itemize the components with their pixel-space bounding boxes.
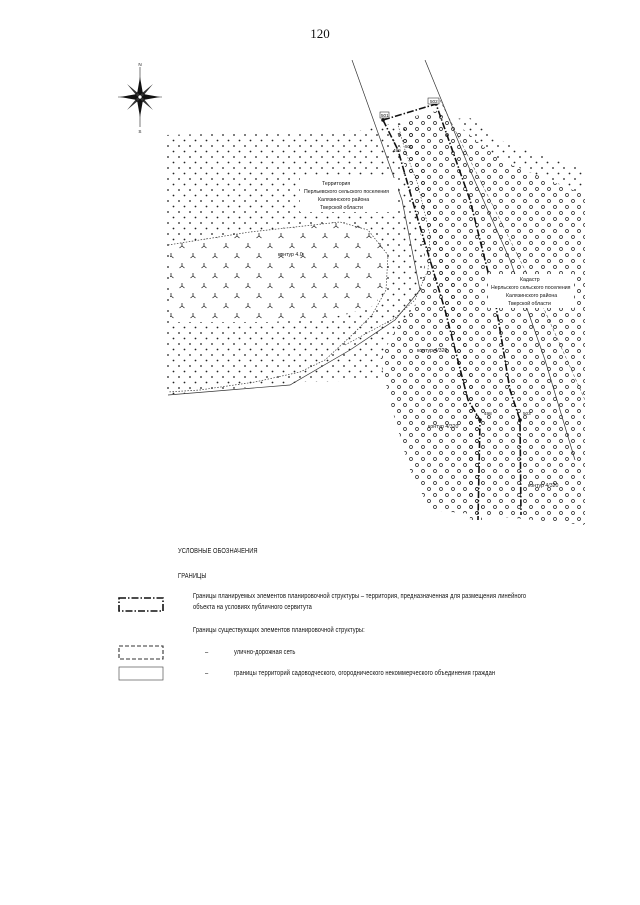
contour-label-4: контур 4/320 <box>528 483 559 489</box>
legend-item2: улично-дорожная сеть <box>234 649 296 656</box>
compass-rose-icon <box>118 62 162 134</box>
svg-text:Калязинского района: Калязинского района <box>318 197 370 203</box>
legend-existing-heading: Границы существующих элементов планировочной структуры: <box>193 627 365 634</box>
compass-south-label: S <box>138 129 142 134</box>
svg-text:Кадастр: Кадастр <box>520 277 540 283</box>
svg-text:Территория: Территория <box>322 181 351 187</box>
point-499: 499 <box>393 148 401 153</box>
road-network-symbol <box>118 645 164 661</box>
legend-section: ГРАНИЦЫ <box>178 573 207 580</box>
page-number: 120 <box>310 26 330 41</box>
svg-text:Тверской области: Тверской области <box>320 205 363 211</box>
garden-boundary-symbol <box>118 666 164 682</box>
point-503: 503 <box>523 411 531 416</box>
legend-item1-line1: Границы планируемых элементов планировочной структуры – территория, предназначенная для размещения линейного <box>193 593 527 600</box>
svg-text:Тверской области: Тверской области <box>508 301 551 307</box>
contour-label-2: контур 4/320 <box>417 348 448 354</box>
legend-dash-2: – <box>205 670 209 677</box>
point-502: 502 <box>430 99 438 104</box>
territory-label-left <box>300 178 398 212</box>
legend-item1-line2: объекта на условиях публичного сервитута <box>193 604 312 611</box>
legend-dash-1: – <box>205 649 209 656</box>
compass-north-label: N <box>138 62 142 67</box>
contour-label-3: контур 4/320 <box>428 424 459 430</box>
contour-label-1: контур 4.0 <box>278 252 303 258</box>
svg-text:Перльевского сельского поселен: Перльевского сельского поселения <box>304 189 389 195</box>
legend-title: УСЛОВНЫЕ ОБОЗНАЧЕНИЯ <box>178 548 258 555</box>
point-501: 501 <box>381 113 389 118</box>
svg-text:Нерльского сельского поселения: Нерльского сельского поселения <box>491 285 571 291</box>
servitude-boundary-symbol <box>118 597 164 613</box>
point-500: 500 <box>405 144 413 149</box>
territory-label-right <box>488 274 574 308</box>
svg-text:Калязинского района: Калязинского района <box>506 293 558 299</box>
point-498: 498 <box>484 411 492 416</box>
legend-item3: границы территорий садоводческого, огороднического некоммерческого объединения граждан <box>234 670 496 677</box>
